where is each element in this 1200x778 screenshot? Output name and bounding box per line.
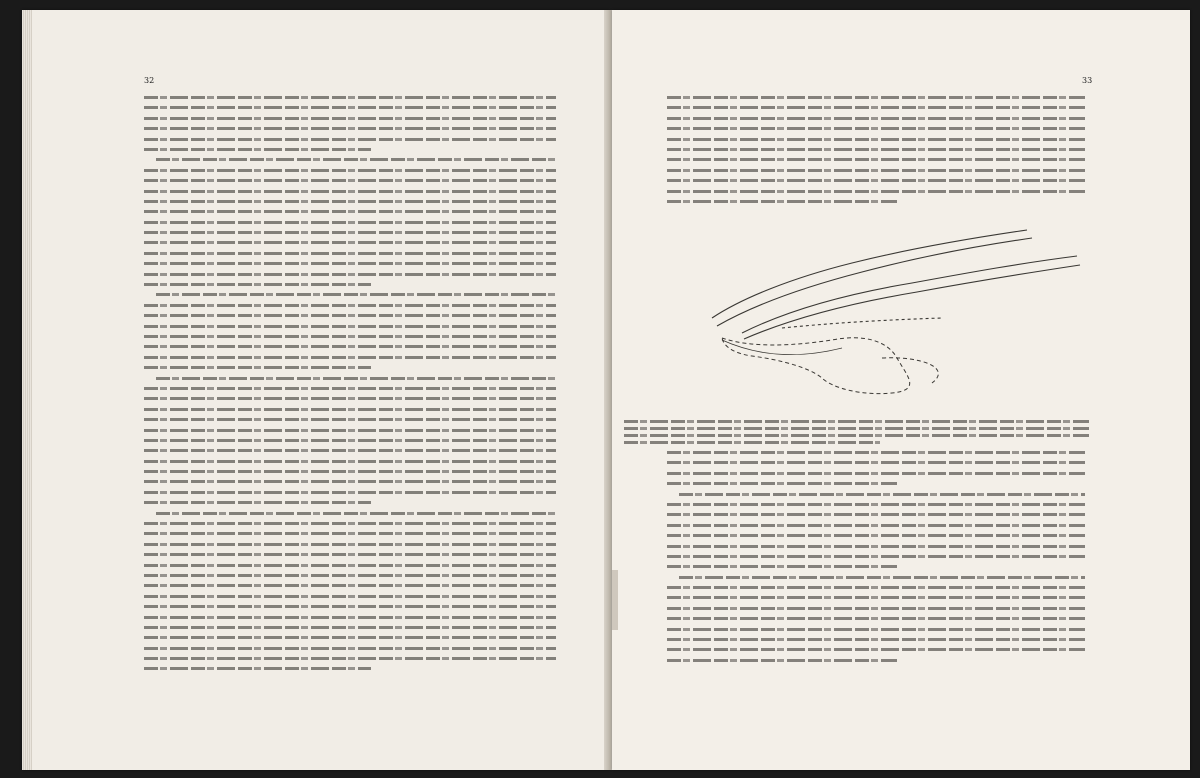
text-line [667, 541, 1085, 551]
text-line [667, 499, 1085, 509]
text-line [144, 144, 556, 154]
text-line [144, 383, 556, 393]
text-line [144, 134, 556, 144]
smedje-ore-outline [722, 338, 910, 394]
text-line [144, 289, 556, 299]
text-line [667, 634, 1085, 644]
text-line [144, 591, 556, 601]
right-page [612, 10, 1190, 770]
text-line [144, 622, 556, 632]
text-line [667, 102, 1085, 112]
text-line [144, 653, 556, 663]
text-line [667, 196, 1085, 206]
text-line [144, 92, 556, 102]
text-line [144, 186, 556, 196]
ore-lens-outline-upper [712, 230, 1027, 318]
text-line [144, 196, 556, 206]
left-page-number: 32 [144, 76, 155, 85]
text-line [144, 248, 556, 258]
text-line [667, 154, 1085, 164]
text-line [144, 404, 556, 414]
text-line [667, 592, 1085, 602]
text-line [144, 113, 556, 123]
text-line [667, 655, 1085, 665]
text-line [144, 341, 556, 351]
text-line [144, 258, 556, 268]
ore-body-map-drawing [682, 208, 1112, 413]
text-line [144, 549, 556, 559]
text-line [667, 175, 1085, 185]
text-line [144, 612, 556, 622]
text-line [144, 508, 556, 518]
text-line [624, 430, 1089, 437]
right-body-text-top [667, 92, 1085, 206]
text-line [667, 530, 1085, 540]
smedje-inner-dashed [882, 358, 938, 383]
text-line [144, 217, 556, 227]
text-line [144, 560, 556, 570]
text-line [144, 175, 556, 185]
text-line [667, 572, 1085, 582]
text-line [667, 478, 1085, 488]
text-line [144, 154, 556, 164]
text-line [667, 447, 1085, 457]
figure-21-map [682, 208, 1112, 413]
text-line [667, 603, 1085, 613]
ore-lens-2-lower [744, 265, 1080, 339]
left-page [22, 10, 610, 770]
text-line [144, 414, 556, 424]
text-line [624, 416, 1089, 423]
fold-axis-dashed [782, 318, 942, 328]
text-line [667, 509, 1085, 519]
text-line [667, 186, 1085, 196]
right-page-number: 33 [1082, 76, 1093, 85]
text-line [144, 456, 556, 466]
text-line [667, 134, 1085, 144]
text-line [667, 92, 1085, 102]
text-line [144, 373, 556, 383]
text-line [667, 644, 1085, 654]
text-line [144, 466, 556, 476]
text-line [667, 561, 1085, 571]
text-line [144, 300, 556, 310]
ore-lens-outline-lower [717, 238, 1032, 326]
text-line [667, 123, 1085, 133]
text-line [667, 468, 1085, 478]
text-line [144, 269, 556, 279]
text-line [144, 528, 556, 538]
text-line [144, 539, 556, 549]
page-edge-stack [22, 10, 32, 770]
text-line [144, 570, 556, 580]
text-line [144, 279, 556, 289]
text-line [667, 113, 1085, 123]
text-line [144, 102, 556, 112]
text-line [667, 457, 1085, 467]
text-line [667, 520, 1085, 530]
text-line [144, 331, 556, 341]
text-line [144, 237, 556, 247]
text-line [667, 624, 1085, 634]
text-line [667, 551, 1085, 561]
text-line [667, 613, 1085, 623]
text-line [144, 580, 556, 590]
text-line [144, 476, 556, 486]
text-line [667, 144, 1085, 154]
left-body-text [144, 92, 556, 674]
text-line [144, 435, 556, 445]
text-line [144, 487, 556, 497]
text-line [144, 227, 556, 237]
text-line [624, 437, 1089, 444]
text-line [144, 601, 556, 611]
book-spread [14, 10, 1192, 770]
text-line [144, 393, 556, 403]
text-line [624, 423, 1089, 430]
text-line [144, 123, 556, 133]
right-body-text-bottom [667, 447, 1085, 665]
text-line [144, 643, 556, 653]
text-line [667, 165, 1085, 175]
text-line [144, 663, 556, 673]
binding-clip [612, 570, 618, 630]
text-line [144, 165, 556, 175]
text-line [144, 352, 556, 362]
text-line [144, 632, 556, 642]
text-line [144, 206, 556, 216]
text-line [144, 425, 556, 435]
text-line [144, 497, 556, 507]
ottes-ore-line [722, 340, 842, 355]
text-line [144, 321, 556, 331]
text-line [144, 518, 556, 528]
text-line [144, 310, 556, 320]
text-line [667, 582, 1085, 592]
text-line [667, 489, 1085, 499]
text-line [144, 445, 556, 455]
text-line [144, 362, 556, 372]
figure-21-caption [624, 416, 1089, 444]
